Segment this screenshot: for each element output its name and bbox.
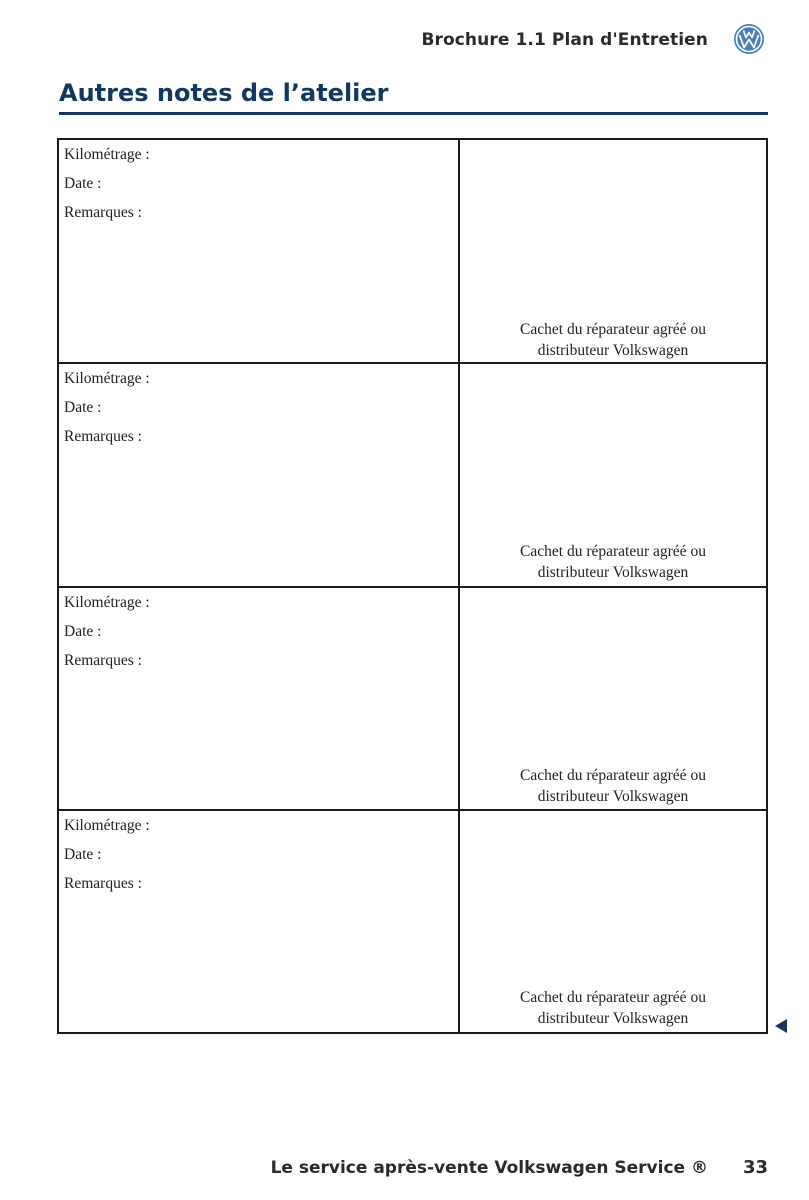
page-number: 33 (743, 1157, 769, 1178)
notes-entry (59, 362, 766, 586)
continue-arrow-icon (775, 1019, 787, 1033)
date-label: Date : (64, 623, 102, 640)
remarks-label: Remarques : (64, 204, 142, 221)
stamp-caption (460, 541, 766, 583)
header-title: Brochure 1.1 Plan d'Entretien (421, 30, 708, 50)
stamp-caption-line1: Cachet du réparateur agréé ou (520, 543, 706, 560)
remarks-label: Remarques : (64, 652, 142, 669)
stamp-caption (460, 319, 766, 361)
stamp-caption-line2: distributeur Volkswagen (537, 1010, 689, 1027)
mileage-label: Kilométrage : (64, 370, 150, 387)
vw-logo-icon (733, 23, 765, 55)
notes-entry (59, 809, 766, 1032)
notes-cell[interactable] (59, 364, 458, 586)
stamp-cell (458, 140, 766, 364)
remarks-label: Remarques : (64, 875, 142, 892)
mileage-label: Kilométrage : (64, 146, 150, 163)
stamp-caption-line1: Cachet du réparateur agréé ou (520, 989, 706, 1006)
stamp-cell (458, 364, 766, 586)
workshop-notes-grid (57, 138, 768, 1034)
date-label: Date : (64, 399, 102, 416)
date-label: Date : (64, 846, 102, 863)
date-label: Date : (64, 175, 102, 192)
stamp-caption-line1: Cachet du réparateur agréé ou (520, 321, 706, 338)
stamp-cell (458, 811, 766, 1032)
mileage-label: Kilométrage : (64, 817, 150, 834)
page-title: Autres notes de l’atelier (59, 79, 389, 107)
stamp-caption-line2: distributeur Volkswagen (537, 342, 689, 359)
notes-entry (59, 586, 766, 810)
notes-cell[interactable] (59, 140, 458, 364)
title-rule (59, 112, 768, 115)
stamp-caption-line2: distributeur Volkswagen (537, 788, 689, 805)
stamp-caption-line2: distributeur Volkswagen (537, 564, 689, 581)
notes-cell[interactable] (59, 811, 458, 1032)
stamp-caption (460, 765, 766, 807)
stamp-caption-line1: Cachet du réparateur agréé ou (520, 767, 706, 784)
footer-text: Le service après-vente Volkswagen Service ® (270, 1158, 708, 1178)
remarks-label: Remarques : (64, 428, 142, 445)
notes-entry (59, 140, 766, 364)
mileage-label: Kilométrage : (64, 594, 150, 611)
notes-cell[interactable] (59, 588, 458, 810)
stamp-caption (460, 987, 766, 1029)
stamp-cell (458, 588, 766, 810)
